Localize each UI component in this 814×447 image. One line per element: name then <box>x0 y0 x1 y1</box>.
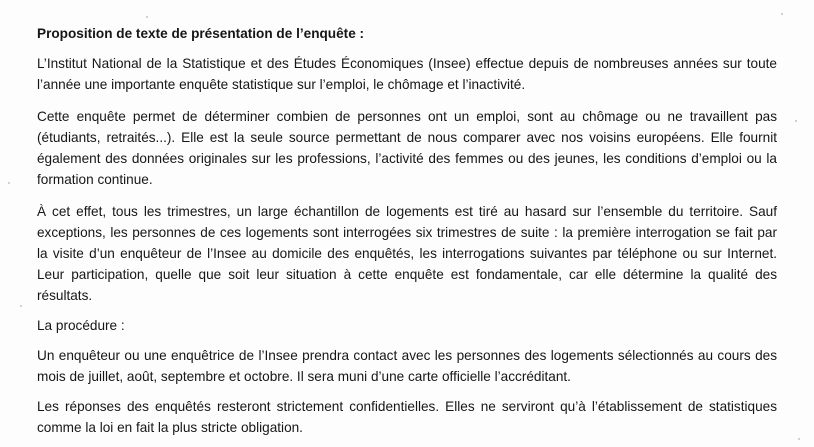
paragraph-procedure: Un enquêteur ou une enquêtrice de l’Insee prendra contact avec les personnes des logements sélectionnés au cours des mois de juillet, août, septembre et octobre. Il sera muni d’une carte officielle l’accréditant. <box>37 348 777 384</box>
paragraph-sampling: À cet effet, tous les trimestres, un large échantillon de logements est tiré au hasard sur l’ensemble du territoire. Sauf exceptions, les personnes de ces logements sont interrogées six trimestres de suite : la première interrogation se fait par la visite d’un enquêteur de l’Insee au domicile des enquêtés, les interrogations suivantes par téléphone ou sur Internet. Leur participation, quelle que soit leur situation à cette enquête est fondamentale, car elle détermine la qualité des résultats. <box>37 204 777 303</box>
scan-speck <box>795 120 797 122</box>
paragraph-purpose: Cette enquête permet de déterminer combien de personnes ont un emploi, sont au chômage ou ne travaillent pas (étudiants, retraités...). Elle est la seule source permettant de nous comparer avec nos voisins européens. Elle fournit également des données originales sur les professions, l’activité des femmes ou des jeunes, les conditions d’emploi ou la formation continue. <box>37 109 777 187</box>
scan-speck <box>146 16 148 18</box>
paragraph-confidentiality: Les réponses des enquêtés resteront strictement confidentielles. Elles ne serviront qu’à l’établissement de statistiques comme la loi en fait la plus stricte obligation. <box>37 399 777 435</box>
document-title: Proposition de texte de présentation de l’enquête : <box>37 26 365 41</box>
scan-speck <box>781 13 783 15</box>
scan-speck <box>8 182 10 184</box>
scan-speck <box>20 305 22 307</box>
scan-speck <box>798 438 800 440</box>
procedure-heading: La procédure : <box>37 318 125 333</box>
paragraph-intro: L’Institut National de la Statistique et des Études Économiques (Insee) effectue depuis de nombreuses années sur toute l’année une importante enquête statistique sur l’emploi, le chômage et l’inactivité. <box>37 56 777 92</box>
